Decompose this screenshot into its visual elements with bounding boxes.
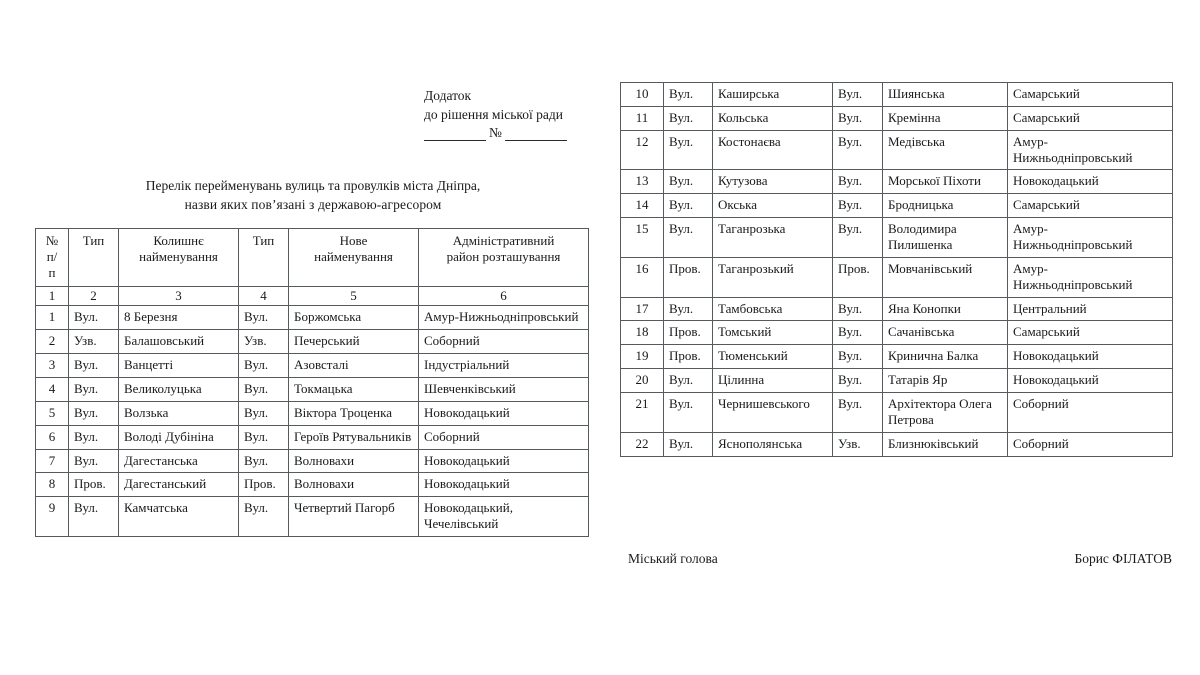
cell-district: Новокодацький [1008, 345, 1173, 369]
column-header-index-l1: № [45, 233, 59, 248]
cell-new-name: Токмацька [289, 378, 419, 402]
cell-row-index: 3 [36, 354, 69, 378]
table-row [621, 257, 1173, 297]
table-row [621, 432, 1173, 456]
cell-district: Центральний [1008, 297, 1173, 321]
cell-district: Амур-Нижньодніпровський [1008, 130, 1173, 170]
cell-new-name: Шиянська [883, 83, 1008, 107]
page-title [36, 176, 590, 214]
cell-new-type: Вул. [833, 106, 883, 130]
cell-new-name: Печерський [289, 330, 419, 354]
cell-new-name: Волновахи [289, 449, 419, 473]
cell-old-type: Вул. [664, 130, 713, 170]
cell-row-index: 14 [621, 194, 664, 218]
table-row [621, 170, 1173, 194]
table-row [36, 401, 589, 425]
cell-district: Самарський [1008, 106, 1173, 130]
cell-old-name: Каширська [713, 83, 833, 107]
cell-new-name: Морської Піхоти [883, 170, 1008, 194]
column-header-index-l2: п/ [46, 248, 58, 264]
cell-row-index: 15 [621, 218, 664, 258]
cell-new-type: Вул. [833, 345, 883, 369]
column-header-new-type: Тип [239, 229, 289, 287]
cell-row-index: 22 [621, 432, 664, 456]
table-row [36, 378, 589, 402]
cell-new-name: Бродницька [883, 194, 1008, 218]
cell-new-type: Вул. [833, 321, 883, 345]
number-symbol: № [489, 125, 502, 141]
cell-old-type: Вул. [69, 425, 119, 449]
cell-new-type: Вул. [833, 83, 883, 107]
cell-old-name: Кольська [713, 106, 833, 130]
cell-new-name: Близнюківський [883, 432, 1008, 456]
cell-row-index: 13 [621, 170, 664, 194]
table-row [621, 297, 1173, 321]
renaming-table-left [35, 228, 589, 537]
table-row [621, 345, 1173, 369]
table-row [36, 449, 589, 473]
cell-old-name: Яснополянська [713, 432, 833, 456]
table-row [621, 194, 1173, 218]
appendix-label: Додаток [424, 88, 472, 103]
table-row [36, 497, 589, 537]
table-row [621, 369, 1173, 393]
cell-old-type: Пров. [69, 473, 119, 497]
cell-district: Амур-Нижньодніпровський [419, 306, 589, 330]
table-row [36, 306, 589, 330]
cell-district: Амур-Нижньодніпровський [1008, 257, 1173, 297]
cell-new-type: Вул. [833, 218, 883, 258]
cell-new-type: Пров. [239, 473, 289, 497]
cell-old-type: Вул. [664, 297, 713, 321]
column-header-old-name-l1: Колишнє [153, 233, 204, 248]
cell-old-name: Камчатська [119, 497, 239, 537]
cell-old-type: Вул. [69, 449, 119, 473]
cell-new-name: Татарів Яр [883, 369, 1008, 393]
table-row [621, 106, 1173, 130]
cell-row-index: 11 [621, 106, 664, 130]
number-blank-left [424, 128, 486, 141]
page-title-line-1: Перелік перейменувань вулиць та провулків міста Дніпра, [145, 178, 481, 193]
number-blank-right [505, 128, 567, 141]
column-header-district-l2: район розташування [446, 248, 561, 264]
cell-old-type: Вул. [664, 432, 713, 456]
cell-district: Соборний [1008, 432, 1173, 456]
cell-district: Самарський [1008, 83, 1173, 107]
cell-new-type: Вул. [833, 194, 883, 218]
column-header-index [36, 229, 69, 287]
cell-district: Новокодацький, Чечелівський [419, 497, 589, 537]
cell-old-name: Кутузова [713, 170, 833, 194]
cell-row-index: 7 [36, 449, 69, 473]
cell-old-name: Таганрозька [713, 218, 833, 258]
column-header-new-name-l2: найменування [314, 248, 393, 264]
cell-old-name: Дагестанська [119, 449, 239, 473]
column-number-6: 6 [419, 286, 589, 306]
signature-name: Борис ФІЛАТОВ [1074, 551, 1172, 566]
cell-row-index: 6 [36, 425, 69, 449]
column-header-new-name [289, 229, 419, 287]
cell-row-index: 21 [621, 393, 664, 433]
cell-old-type: Узв. [69, 330, 119, 354]
cell-row-index: 2 [36, 330, 69, 354]
cell-row-index: 17 [621, 297, 664, 321]
cell-new-name: Сачанівська [883, 321, 1008, 345]
cell-old-name: Волзька [119, 401, 239, 425]
cell-old-name: Дагестанський [119, 473, 239, 497]
cell-district: Новокодацький [1008, 369, 1173, 393]
cell-new-type: Вул. [833, 130, 883, 170]
cell-new-type: Узв. [833, 432, 883, 456]
cell-new-name: Володимира Пилишенка [883, 218, 1008, 258]
cell-new-type: Вул. [833, 393, 883, 433]
page-title-line-2: назви яких пов’язані з державою-агресором [184, 197, 442, 213]
column-number-3: 3 [119, 286, 239, 306]
cell-old-name: Чернишевського [713, 393, 833, 433]
cell-district: Соборний [419, 425, 589, 449]
appendix-reference: до рішення міської ради [424, 107, 563, 123]
cell-old-name: Володі Дубініна [119, 425, 239, 449]
cell-old-name: Таганрозький [713, 257, 833, 297]
cell-old-name: Великолуцька [119, 378, 239, 402]
cell-new-type: Пров. [833, 257, 883, 297]
cell-old-type: Вул. [664, 83, 713, 107]
cell-row-index: 8 [36, 473, 69, 497]
cell-new-name: Кремінна [883, 106, 1008, 130]
cell-new-name: Азовсталі [289, 354, 419, 378]
cell-old-type: Пров. [664, 345, 713, 369]
table-row [36, 473, 589, 497]
cell-district: Новокодацький [419, 401, 589, 425]
table-row [621, 321, 1173, 345]
cell-row-index: 10 [621, 83, 664, 107]
signature-role: Міський голова [628, 551, 718, 566]
cell-old-name: Тамбовська [713, 297, 833, 321]
cell-old-type: Вул. [69, 354, 119, 378]
cell-district: Новокодацький [419, 449, 589, 473]
cell-new-type: Вул. [833, 369, 883, 393]
cell-new-type: Вул. [239, 378, 289, 402]
signature-block [628, 551, 1172, 567]
cell-new-name: Кринична Балка [883, 345, 1008, 369]
table-row [621, 218, 1173, 258]
renaming-table-right [620, 82, 1173, 457]
table-row [36, 425, 589, 449]
cell-row-index: 9 [36, 497, 69, 537]
cell-old-type: Вул. [664, 106, 713, 130]
cell-row-index: 4 [36, 378, 69, 402]
table-body-left [36, 306, 589, 537]
cell-old-type: Пров. [664, 257, 713, 297]
cell-district: Індустріальний [419, 354, 589, 378]
cell-district: Самарський [1008, 321, 1173, 345]
cell-district: Соборний [1008, 393, 1173, 433]
cell-old-name: Окська [713, 194, 833, 218]
cell-old-name: Тюменський [713, 345, 833, 369]
cell-new-name: Мовчанівський [883, 257, 1008, 297]
cell-old-type: Вул. [664, 369, 713, 393]
cell-old-type: Вул. [69, 378, 119, 402]
cell-new-type: Узв. [239, 330, 289, 354]
column-number-4: 4 [239, 286, 289, 306]
cell-new-name: Архітектора Олега Петрова [883, 393, 1008, 433]
cell-new-name: Боржомська [289, 306, 419, 330]
column-number-5: 5 [289, 286, 419, 306]
cell-old-name: Ванцетті [119, 354, 239, 378]
cell-old-name: Костонаєва [713, 130, 833, 170]
column-number-row [36, 286, 589, 306]
cell-district: Самарський [1008, 194, 1173, 218]
cell-old-type: Пров. [664, 321, 713, 345]
column-header-old-name-l2: найменування [139, 248, 218, 264]
cell-district: Новокодацький [419, 473, 589, 497]
table-row [36, 354, 589, 378]
decision-number-row [424, 126, 576, 141]
cell-district: Амур-Нижньодніпровський [1008, 218, 1173, 258]
column-header-district [419, 229, 589, 287]
column-header-old-name [119, 229, 239, 287]
cell-new-type: Вул. [239, 497, 289, 537]
cell-new-name: Волновахи [289, 473, 419, 497]
cell-district: Новокодацький [1008, 170, 1173, 194]
cell-old-name: Томський [713, 321, 833, 345]
cell-new-type: Вул. [833, 170, 883, 194]
cell-new-type: Вул. [239, 306, 289, 330]
cell-old-type: Вул. [664, 393, 713, 433]
table-head [36, 229, 589, 306]
table-row [621, 83, 1173, 107]
column-header-old-type: Тип [69, 229, 119, 287]
cell-row-index: 16 [621, 257, 664, 297]
cell-row-index: 5 [36, 401, 69, 425]
document-header-block [424, 86, 604, 141]
table-row [621, 130, 1173, 170]
cell-new-type: Вул. [239, 354, 289, 378]
cell-district: Шевченківський [419, 378, 589, 402]
cell-new-name: Яна Конопки [883, 297, 1008, 321]
cell-new-type: Вул. [833, 297, 883, 321]
cell-old-name: Балашовський [119, 330, 239, 354]
cell-new-type: Вул. [239, 425, 289, 449]
cell-new-name: Медівська [883, 130, 1008, 170]
cell-row-index: 12 [621, 130, 664, 170]
table-row [36, 330, 589, 354]
column-header-index-l3: п [48, 264, 56, 280]
cell-district: Соборний [419, 330, 589, 354]
cell-old-name: Цілинна [713, 369, 833, 393]
table-row [621, 393, 1173, 433]
cell-old-type: Вул. [664, 194, 713, 218]
cell-new-type: Вул. [239, 449, 289, 473]
cell-old-type: Вул. [69, 497, 119, 537]
cell-new-name: Віктора Троценка [289, 401, 419, 425]
cell-old-type: Вул. [69, 401, 119, 425]
cell-row-index: 19 [621, 345, 664, 369]
cell-new-name: Четвертий Пагорб [289, 497, 419, 537]
cell-row-index: 20 [621, 369, 664, 393]
column-header-new-name-l1: Нове [339, 233, 368, 248]
cell-old-type: Вул. [69, 306, 119, 330]
column-number-2: 2 [69, 286, 119, 306]
cell-row-index: 1 [36, 306, 69, 330]
cell-new-name: Героїв Рятувальників [289, 425, 419, 449]
cell-old-name: 8 Березня [119, 306, 239, 330]
table-body-right [621, 83, 1173, 457]
cell-old-type: Вул. [664, 170, 713, 194]
cell-old-type: Вул. [664, 218, 713, 258]
column-number-1: 1 [36, 286, 69, 306]
cell-row-index: 18 [621, 321, 664, 345]
cell-new-type: Вул. [239, 401, 289, 425]
column-header-district-l1: Адміністративний [452, 233, 555, 248]
table-header-row [36, 229, 589, 287]
